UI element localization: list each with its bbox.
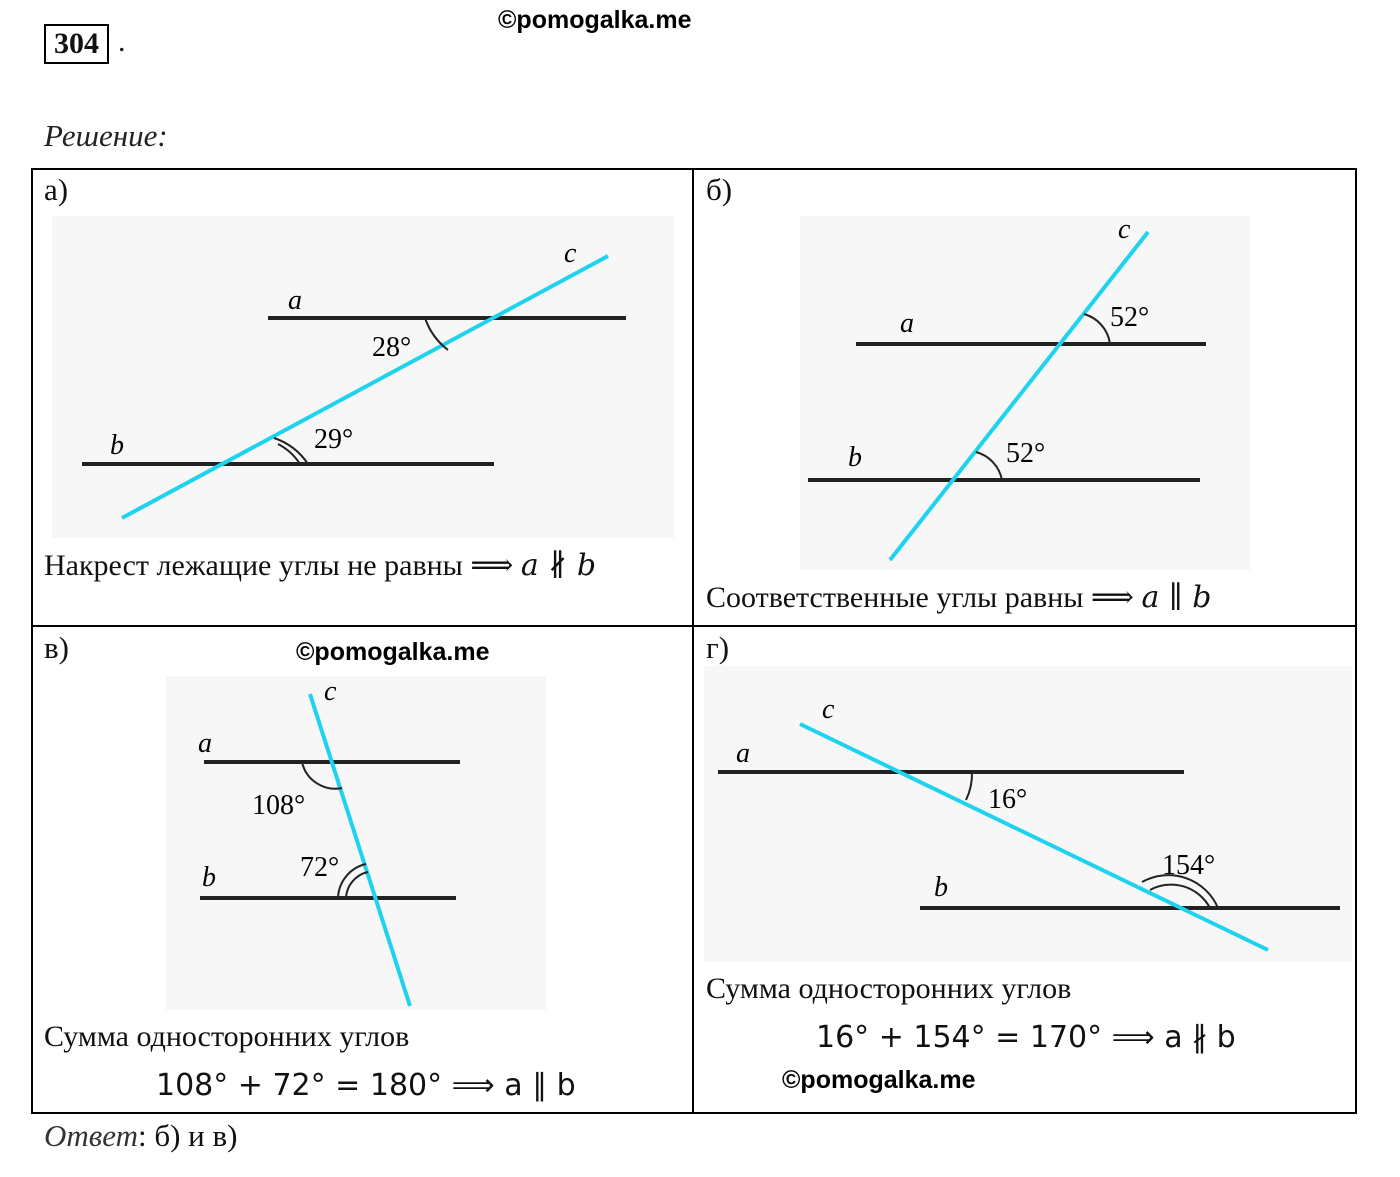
cell-g-caption: Сумма односторонних углов xyxy=(706,972,1072,1005)
angle-arc-2b xyxy=(274,438,308,464)
angle-label-2: 154° xyxy=(1162,850,1216,881)
cell-g-formula: 16° + 154° = 170° ⟹ a ∦ b xyxy=(816,1020,1236,1055)
watermark-bottom: ©pomogalka.me xyxy=(782,1066,976,1094)
cell-v-label: в) xyxy=(44,630,69,665)
cell-b-caption-text: Соответственные углы равны xyxy=(706,581,1084,614)
label-a: a xyxy=(288,285,302,316)
line-c xyxy=(122,256,608,518)
cell-b-label: б) xyxy=(706,172,733,207)
implies-symbol: ⟹ xyxy=(470,549,514,582)
cell-b-diagram xyxy=(800,216,1250,570)
table-divider-vertical xyxy=(692,168,694,1114)
problem-number: 304 xyxy=(44,24,109,64)
problem-number-dot: . xyxy=(118,25,126,58)
angle-label-1: 108° xyxy=(252,790,306,821)
cell-v-formula: 108° + 72° = 180° ⟹ a ∥ b xyxy=(156,1068,576,1103)
cell-a-label: а) xyxy=(44,172,69,207)
solution-label: Решение: xyxy=(44,118,168,153)
label-b: b xyxy=(934,872,948,903)
cell-g-label: г) xyxy=(706,630,730,665)
label-b: b xyxy=(202,862,216,893)
label-a: a xyxy=(900,308,914,339)
implies-symbol: ⟹ xyxy=(1090,581,1134,614)
angle-arc-2a xyxy=(278,444,300,464)
cell-v-figure xyxy=(166,676,546,1010)
cell-b-result: a ∥ b xyxy=(1141,580,1212,615)
label-b: b xyxy=(110,430,124,461)
label-c: c xyxy=(564,238,577,269)
angle-arc-2 xyxy=(976,452,1002,480)
line-c xyxy=(800,724,1268,950)
angle-label-2: 72° xyxy=(300,852,340,883)
label-c: c xyxy=(1118,216,1131,245)
cell-g-diagram xyxy=(704,666,1352,962)
cell-b-figure xyxy=(800,216,1250,570)
angle-arc-2a xyxy=(346,872,368,898)
label-a: a xyxy=(736,738,750,769)
answer-text: : б) и в) xyxy=(137,1118,238,1153)
answer xyxy=(44,1118,237,1154)
line-c xyxy=(310,694,410,1006)
table-divider-horizontal xyxy=(31,625,1357,627)
angle-label-1: 52° xyxy=(1110,302,1150,333)
cell-a-result: a ∦ b xyxy=(520,548,597,583)
label-c: c xyxy=(324,676,337,707)
label-b: b xyxy=(848,442,862,473)
angle-arc-1 xyxy=(966,772,972,800)
label-c: c xyxy=(822,694,835,725)
watermark-middle: ©pomogalka.me xyxy=(296,638,490,666)
angle-label-2: 52° xyxy=(1006,438,1046,469)
cell-a-figure xyxy=(52,216,674,538)
angle-label-1: 16° xyxy=(988,784,1028,815)
cell-b-caption xyxy=(706,580,1211,615)
label-a: a xyxy=(198,728,212,759)
angle-label-2: 29° xyxy=(314,424,354,455)
angle-arc-1 xyxy=(1084,314,1110,344)
cell-g-figure xyxy=(704,666,1352,962)
line-c xyxy=(890,232,1148,560)
answer-label: Ответ xyxy=(44,1118,138,1153)
cell-a-diagram xyxy=(52,216,674,538)
watermark-top: ©pomogalka.me xyxy=(498,6,692,34)
cell-a-caption xyxy=(44,548,596,583)
cell-v-diagram xyxy=(166,676,546,1010)
angle-label-1: 28° xyxy=(372,332,412,363)
cell-v-caption: Сумма односторонних углов xyxy=(44,1020,410,1053)
cell-a-caption-text: Накрест лежащие углы не равны xyxy=(44,549,463,582)
